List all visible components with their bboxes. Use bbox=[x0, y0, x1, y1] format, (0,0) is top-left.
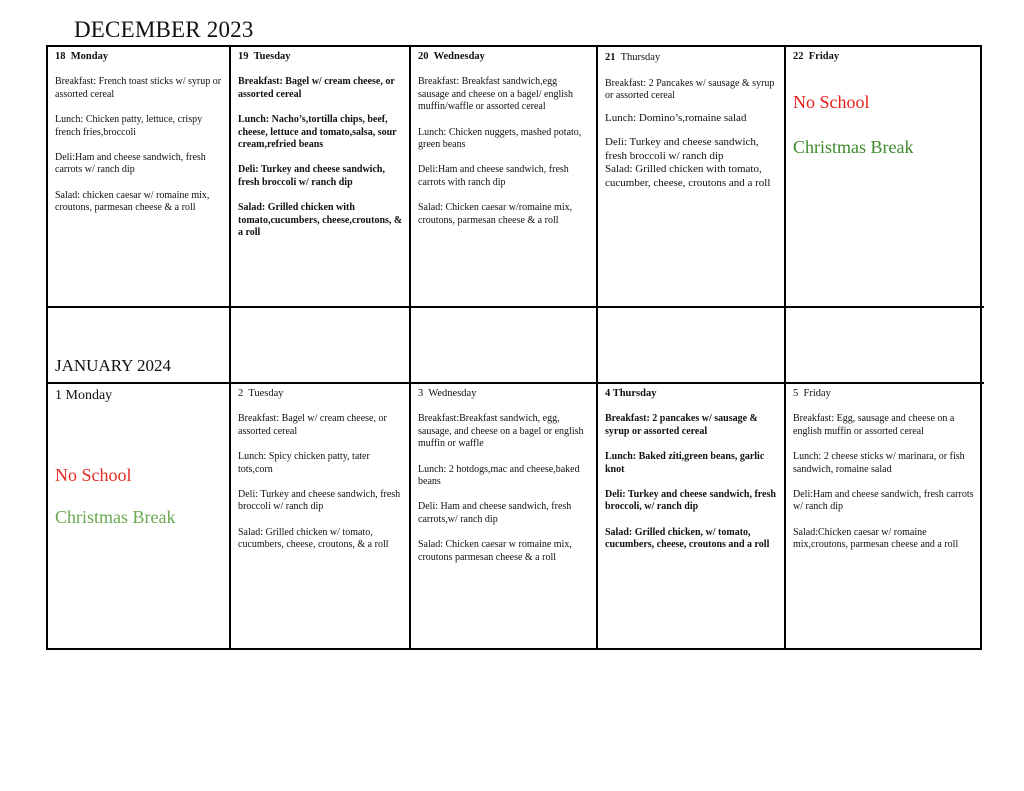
separator-cell bbox=[231, 308, 411, 384]
day-cell-jan-2 bbox=[231, 384, 411, 648]
day-header bbox=[793, 51, 978, 63]
breakfast-item: Breakfast: 2 Pancakes w/ sausage & syrup or assorted cereal bbox=[605, 77, 775, 101]
day-header bbox=[605, 51, 778, 65]
menu-calendar-grid bbox=[46, 45, 982, 650]
salad-item: Salad: Chicken caesar w/romaine mix, croutons, parmesan cheese & a roll bbox=[418, 202, 573, 226]
day-date: 21 bbox=[605, 52, 616, 63]
day-name: Wednesday bbox=[433, 51, 485, 62]
separator-cell bbox=[411, 308, 598, 384]
lunch-item: Lunch: Spicy chicken patty, tater tots,corn bbox=[238, 451, 370, 475]
deli-item: Deli:Ham and cheese sandwich, fresh carrots with ranch dip bbox=[418, 164, 569, 188]
separator-cell bbox=[786, 308, 984, 384]
lunch-item: Lunch: Domino’s,romaine salad bbox=[605, 112, 747, 125]
day-header bbox=[55, 51, 223, 63]
lunch-item: Lunch: Nacho’s,tortilla chips, beef, cheese, lettuce and tomato,salsa, sour cream,refried beans bbox=[238, 114, 397, 151]
day-date: 5 bbox=[793, 388, 799, 399]
deli-item: Deli: Turkey and cheese sandwich, fresh broccoli w/ ranch dip bbox=[605, 136, 759, 162]
lunch-item: Lunch: Baked ziti,green beans, garlic knot bbox=[605, 451, 765, 475]
day-cell-dec-19 bbox=[231, 47, 411, 308]
day-header bbox=[793, 388, 978, 400]
breakfast-item: Breakfast: Egg, sausage and cheese on a english muffin or assorted cereal bbox=[793, 413, 955, 437]
day-cell-jan-5 bbox=[786, 384, 984, 648]
christmas-break-label: Christmas Break bbox=[55, 507, 176, 528]
january-title: JANUARY 2024 bbox=[55, 355, 172, 375]
salad-item: Salad: Grilled chicken with tomato,cucumbers, cheese,croutons, & a roll bbox=[238, 202, 403, 239]
deli-item: Deli: Turkey and cheese sandwich, fresh broccoli, w/ ranch dip bbox=[605, 489, 776, 513]
day-date: 18 bbox=[55, 51, 66, 62]
deli-item: Deli: Ham and cheese sandwich, fresh carrots,w/ ranch dip bbox=[418, 501, 572, 525]
salad-item: Salad:Chicken caesar w/ romaine mix,croutons, parmesan cheese and a roll bbox=[793, 526, 959, 551]
day-name: Thursday bbox=[620, 52, 661, 63]
breakfast-item: Breakfast: 2 pancakes w/ sausage & syrup or assorted cereal bbox=[605, 413, 758, 437]
day-name: Friday bbox=[808, 51, 840, 62]
day-name: Wednesday bbox=[428, 388, 477, 399]
breakfast-item: Breakfast: Bagel w/ cream cheese, or assorted cereal bbox=[238, 413, 387, 437]
lunch-item: Lunch: Chicken patty, lettuce, crispy french fries,broccoli bbox=[55, 114, 203, 138]
salad-item: Salad: Grilled chicken w/ tomato, cucumbers, cheese, croutons, & a roll bbox=[238, 526, 389, 551]
day-date: 3 bbox=[418, 388, 424, 399]
deli-item: Deli: Turkey and cheese sandwich, fresh broccoli w/ ranch dip bbox=[238, 489, 401, 513]
salad-item: Salad: Grilled chicken with tomato, cucumber, cheese, croutons and a roll bbox=[605, 163, 771, 189]
day-cell-dec-18 bbox=[48, 47, 231, 308]
salad-item: Salad: chicken caesar w/ romaine mix, croutons, parmesan cheese & a roll bbox=[55, 189, 210, 214]
day-date: 4 bbox=[605, 388, 611, 399]
day-cell-dec-21 bbox=[598, 47, 786, 308]
day-name: Monday bbox=[70, 51, 109, 62]
day-cell-jan-4 bbox=[598, 384, 786, 648]
breakfast-item: Breakfast: Breakfast sandwich,egg sausage and cheese on a bagel/ english muffin/waffle or assorted cereal bbox=[418, 76, 573, 113]
separator-cell bbox=[48, 308, 231, 384]
breakfast-item: Breakfast: French toast sticks w/ syrup or assorted cereal bbox=[55, 76, 222, 100]
deli-item: Deli:Ham and cheese sandwich, fresh carrots w/ ranch dip bbox=[55, 152, 206, 176]
salad-item: Salad: Grilled chicken, w/ tomato, cucumbers, cheese, croutons and a roll bbox=[605, 526, 770, 551]
lunch-item: Lunch: Chicken nuggets, mashed potato, green beans bbox=[418, 126, 582, 151]
day-cell-jan-3 bbox=[411, 384, 598, 648]
day-date: 2 bbox=[238, 388, 244, 399]
deli-item: Deli: Turkey and cheese sandwich, fresh broccoli w/ ranch dip bbox=[238, 164, 385, 188]
day-cell-dec-22 bbox=[786, 47, 984, 308]
day-header bbox=[55, 390, 223, 402]
day-header bbox=[238, 51, 403, 63]
day-name: Friday bbox=[803, 388, 831, 399]
day-header bbox=[605, 388, 778, 400]
day-cell-dec-20 bbox=[411, 47, 598, 308]
breakfast-item: Breakfast: Bagel w/ cream cheese, or assorted cereal bbox=[238, 76, 395, 100]
deli-item: Deli:Ham and cheese sandwich, fresh carrots w/ ranch dip bbox=[793, 489, 974, 513]
day-header bbox=[418, 388, 590, 400]
breakfast-item: Breakfast:Breakfast sandwich, egg, sausage, and cheese on a bagel or english muffin or waffle bbox=[418, 413, 584, 450]
day-date: 1 bbox=[55, 388, 62, 403]
day-header bbox=[238, 388, 403, 400]
no-school-label: No School bbox=[55, 465, 132, 486]
december-title: DECEMBER 2023 bbox=[74, 17, 254, 42]
lunch-item: Lunch: 2 cheese sticks w/ marinara, or fish sandwich, romaine salad bbox=[793, 451, 965, 475]
day-date: 22 bbox=[793, 51, 804, 62]
day-cell-jan-1 bbox=[48, 384, 231, 648]
day-name: Thursday bbox=[612, 388, 657, 399]
day-name: Monday bbox=[65, 388, 113, 403]
separator-cell bbox=[598, 308, 786, 384]
day-name: Tuesday bbox=[248, 388, 284, 399]
no-school-label: No School bbox=[793, 92, 870, 113]
day-name: Tuesday bbox=[253, 51, 291, 62]
day-date: 19 bbox=[238, 51, 249, 62]
lunch-item: Lunch: 2 hotdogs,mac and cheese,baked beans bbox=[418, 463, 580, 488]
salad-item: Salad: Chicken caesar w romaine mix, croutons parmesan cheese & a roll bbox=[418, 539, 572, 563]
christmas-break-label: Christmas Break bbox=[793, 137, 914, 158]
day-date: 20 bbox=[418, 51, 429, 62]
day-header bbox=[418, 51, 590, 63]
